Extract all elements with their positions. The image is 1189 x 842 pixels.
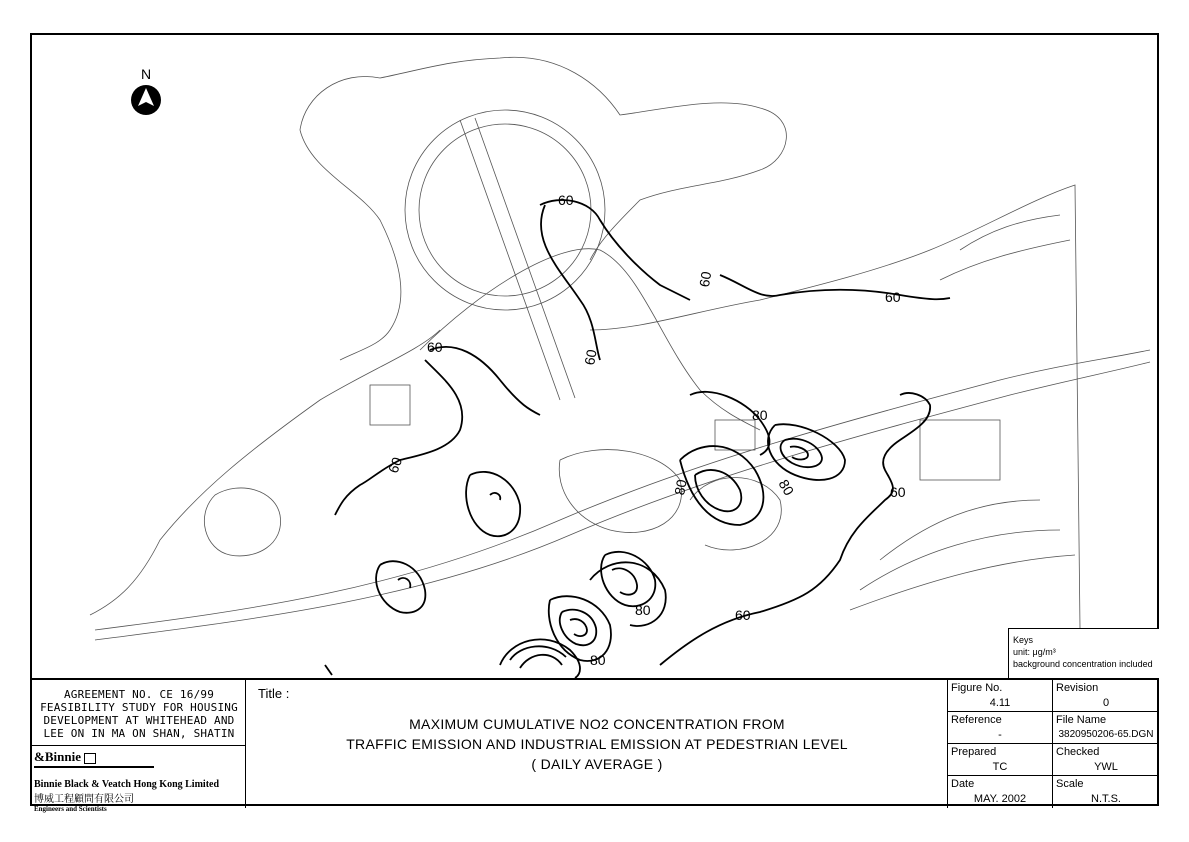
reference-cell	[948, 712, 1053, 744]
title-line-2: TRAFFIC EMISSION AND INDUSTRIAL EMISSION AT PEDESTRIAN LEVEL	[346, 736, 848, 752]
contour-80-b	[680, 446, 763, 525]
revision-label: Revision	[1056, 682, 1099, 694]
building-block	[370, 385, 410, 425]
file-cell	[1053, 712, 1159, 744]
scale-label: Scale	[1056, 778, 1084, 790]
contour-80-k	[560, 610, 596, 645]
road-outline-2	[95, 362, 1150, 640]
company-name: Binnie Black & Veatch Hong Kong Limited	[34, 779, 220, 790]
contour-label: 80	[635, 602, 651, 618]
contour-60-s5	[325, 665, 332, 675]
contour-label: 80	[775, 476, 798, 499]
prepared-cell	[948, 744, 1053, 776]
revision-value: 0	[1102, 697, 1110, 709]
prepared-value: TC	[992, 761, 1008, 773]
contour-label: 80	[671, 478, 690, 497]
contour-60-central	[335, 360, 462, 515]
land-outline-main	[90, 330, 440, 615]
scale-value: N.T.S.	[1091, 793, 1121, 805]
company-subtitle: Engineers and Scientists	[34, 805, 107, 813]
checked-value: YWL	[1094, 761, 1118, 773]
north-arrow-icon	[130, 84, 162, 116]
contour-label: 60	[427, 339, 443, 355]
company-chinese-name: 博威工程顧問有限公司	[34, 794, 134, 805]
contour-label: 60	[384, 454, 406, 476]
contour-80-o	[510, 646, 566, 660]
contour-60-s4	[398, 578, 410, 588]
contour-60-north	[540, 200, 690, 300]
file-value: 3820950206-65.DGN	[1058, 729, 1154, 740]
land-outline-west	[300, 130, 401, 360]
company-logo: &Binnie	[34, 749, 242, 765]
contour-label: 60	[890, 484, 906, 500]
contour-label: 60	[581, 348, 600, 367]
land-outline-peninsula	[300, 57, 786, 260]
company-logo-text: Binnie	[44, 749, 81, 764]
info-grid	[948, 680, 1159, 808]
contour-80-f	[790, 447, 808, 460]
date-cell	[948, 776, 1053, 808]
agreement-line: FEASIBILITY STUDY FOR HOUSING	[40, 701, 238, 714]
north-label: N	[141, 66, 152, 82]
keys-legend	[1008, 628, 1159, 678]
company-emblem-icon	[84, 753, 96, 764]
date-value: MAY. 2002	[973, 793, 1027, 805]
ring-road-inner	[419, 124, 591, 296]
contour-60-east	[720, 275, 950, 299]
agreement-line: LEE ON IN MA ON SHAN, SHATIN	[43, 727, 235, 740]
terrain-contour	[850, 500, 1075, 610]
reference-value: -	[998, 729, 1002, 741]
contour-label: 60	[558, 192, 574, 208]
contour-60-s3	[376, 561, 425, 613]
company-panel	[30, 745, 246, 816]
agreement-panel	[30, 680, 246, 813]
keys-heading: Keys	[1013, 635, 1034, 645]
contour-60-s1	[466, 472, 520, 536]
agreement-line: AGREEMENT NO. CE 16/99	[63, 688, 215, 701]
contour-label: 60	[695, 270, 715, 289]
contour-label: 80	[752, 407, 768, 423]
contour-60-right	[660, 393, 930, 665]
figure-value: 4.11	[989, 697, 1011, 709]
contour-80-a	[690, 392, 769, 455]
contour-label: 60	[885, 289, 901, 305]
date-label: Date	[951, 778, 975, 790]
land-outline-east	[590, 185, 1080, 628]
contour-label: 80	[590, 652, 606, 668]
title-label: Title :	[258, 686, 290, 701]
checked-cell	[1053, 744, 1159, 776]
interchange	[559, 450, 681, 533]
figure-cell	[948, 680, 1053, 712]
figure-label: Figure No.	[951, 682, 1003, 694]
contour-80-g	[601, 552, 655, 606]
interchange-2	[690, 478, 781, 550]
title-line-3: ( DAILY AVERAGE )	[531, 756, 663, 772]
site-map	[32, 35, 1157, 678]
contour-80-n	[520, 655, 562, 668]
title-block	[30, 678, 1159, 813]
road-outline	[95, 350, 1150, 630]
contour-80-h	[612, 568, 637, 594]
contour-60-north-b	[541, 205, 600, 360]
building-block	[920, 420, 1000, 480]
revision-cell	[1053, 680, 1159, 712]
sports-ground	[204, 488, 280, 556]
keys-note: background concentration included	[1013, 659, 1153, 669]
contour-80-c	[695, 470, 741, 511]
agreement-line: DEVELOPMENT AT WHITEHEAD AND	[43, 714, 235, 727]
reference-label: Reference	[951, 714, 1002, 726]
contour-80-l	[570, 619, 587, 636]
logo-underline	[34, 766, 154, 768]
terrain-contour	[940, 215, 1070, 280]
contour-label: 60	[735, 607, 751, 623]
prepared-label: Prepared	[951, 746, 997, 758]
file-label: File Name	[1056, 714, 1107, 726]
ring-road	[405, 110, 605, 310]
scale-cell	[1053, 776, 1159, 808]
keys-unit: unit: μg/m³	[1013, 647, 1056, 657]
title-panel	[246, 680, 948, 808]
checked-label: Checked	[1056, 746, 1100, 758]
contour-60-s2	[490, 493, 500, 500]
title-line-1: MAXIMUM CUMULATIVE NO2 CONCENTRATION FROM	[409, 716, 785, 732]
